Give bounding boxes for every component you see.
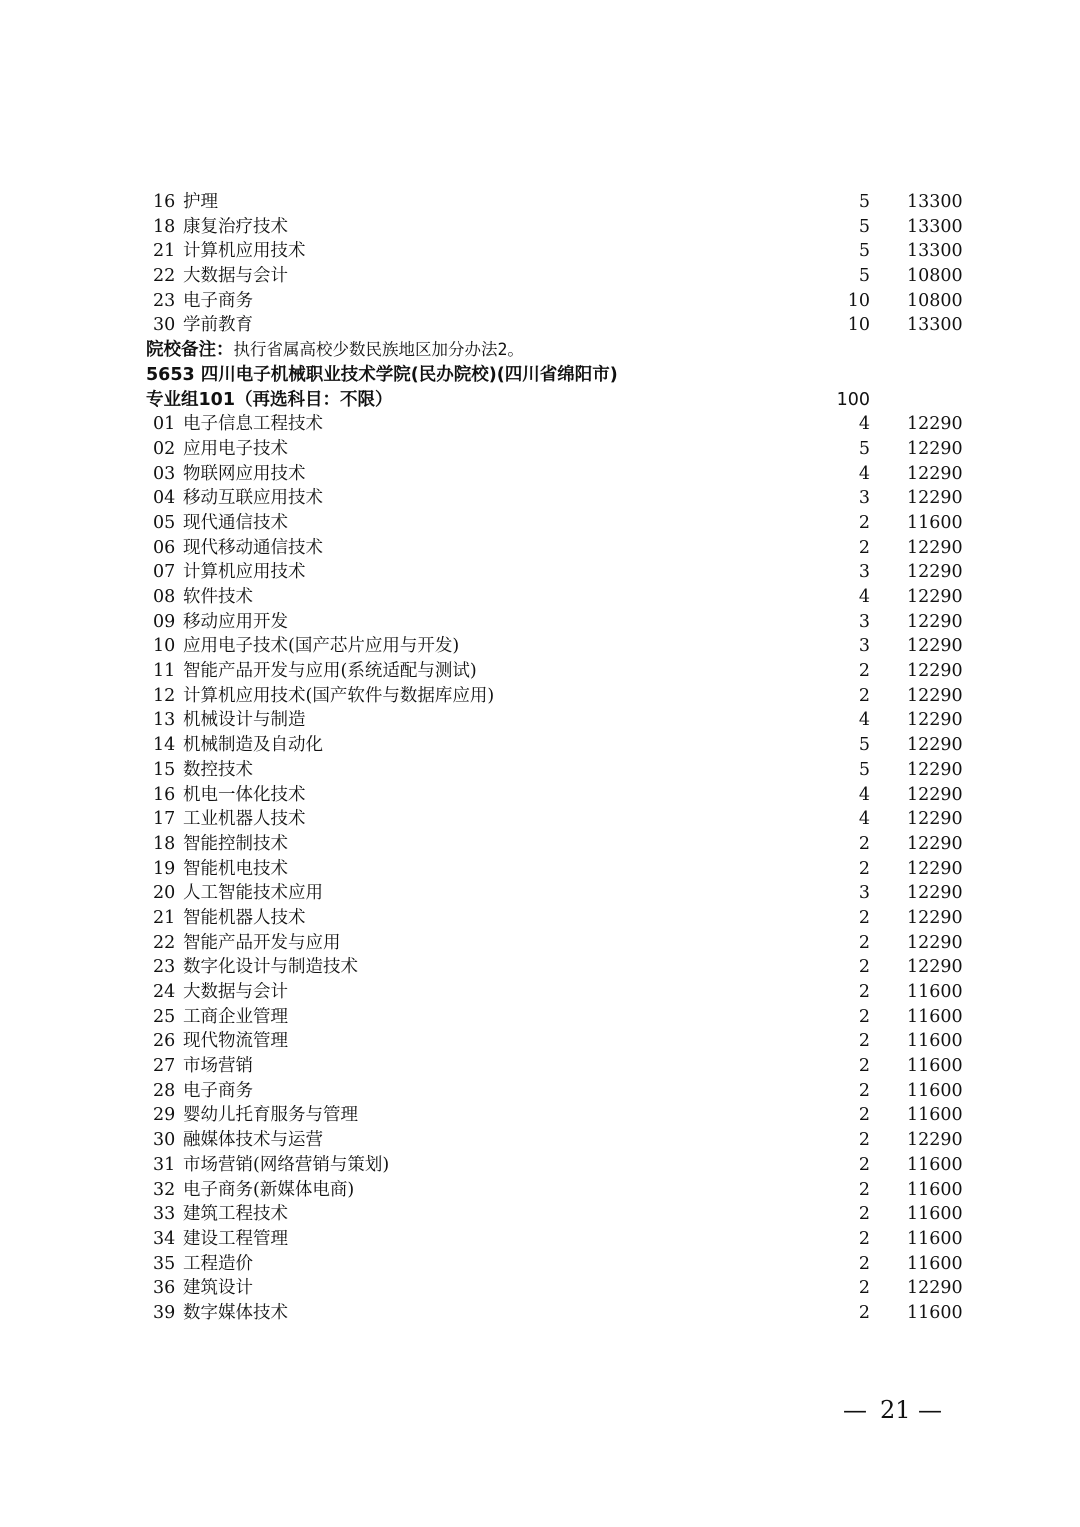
program-fee: 11600 (907, 1204, 963, 1225)
program-fee: 12290 (907, 932, 963, 953)
program-name: 市场营销 (183, 1056, 253, 1077)
program-row (0, 1029, 1080, 1054)
program-code: 25 (153, 1006, 176, 1027)
program-name: 智能机电技术 (183, 858, 288, 879)
program-list (0, 412, 1080, 1325)
program-code: 18 (153, 216, 176, 237)
program-count: 2 (858, 858, 870, 879)
program-fee: 13300 (907, 315, 963, 336)
program-count: 2 (858, 537, 870, 558)
program-fee: 12290 (907, 883, 963, 904)
program-name: 建设工程管理 (183, 1228, 288, 1249)
page-dash-right: — (918, 1396, 942, 1424)
program-fee: 11600 (907, 1154, 963, 1175)
program-count: 2 (858, 1179, 870, 1200)
program-code: 34 (153, 1228, 176, 1249)
program-name: 工程造价 (183, 1253, 253, 1274)
program-name: 婴幼儿托育服务与管理 (183, 1105, 358, 1126)
program-fee: 12290 (907, 685, 963, 706)
program-count: 10 (847, 290, 870, 311)
program-fee: 12290 (907, 636, 963, 657)
program-fee: 13300 (907, 216, 963, 237)
program-fee: 11600 (907, 1105, 963, 1126)
school-note (0, 338, 1080, 363)
program-row (0, 980, 1080, 1005)
program-name: 市场营销(网络营销与策划) (183, 1154, 390, 1175)
program-row (0, 708, 1080, 733)
program-code: 30 (153, 315, 176, 336)
program-name: 工业机器人技术 (183, 809, 306, 830)
program-fee: 12290 (907, 414, 963, 435)
program-count: 4 (858, 463, 870, 484)
program-row (0, 1178, 1080, 1203)
program-row (0, 758, 1080, 783)
program-fee: 12290 (907, 463, 963, 484)
program-row (0, 1153, 1080, 1178)
program-row (0, 807, 1080, 832)
program-count: 3 (858, 883, 870, 904)
program-fee: 11600 (907, 1031, 963, 1052)
program-row (0, 1103, 1080, 1128)
program-name: 智能控制技术 (183, 833, 288, 854)
program-name: 护理 (183, 192, 218, 212)
program-count: 2 (858, 1154, 870, 1175)
program-code: 13 (153, 710, 176, 731)
program-name: 物联网应用技术 (183, 463, 306, 484)
program-name: 应用电子技术 (183, 438, 288, 459)
program-count: 4 (858, 587, 870, 607)
program-count: 2 (858, 1031, 870, 1052)
program-code: 22 (153, 266, 176, 287)
program-name: 数控技术 (183, 759, 253, 780)
program-row (0, 783, 1080, 808)
program-row (0, 486, 1080, 511)
program-row (0, 1202, 1080, 1227)
program-code: 03 (153, 463, 176, 484)
program-code: 06 (153, 537, 176, 558)
program-code: 09 (153, 611, 176, 632)
program-count: 2 (858, 1278, 870, 1299)
program-name: 电子商务 (183, 290, 253, 311)
program-code: 36 (153, 1278, 176, 1299)
program-fee: 12290 (907, 710, 963, 731)
program-code: 26 (153, 1031, 176, 1052)
program-code: 23 (153, 957, 176, 978)
program-fee: 12290 (907, 587, 963, 607)
program-name: 电子商务 (183, 1080, 253, 1101)
program-name: 机电一体化技术 (183, 784, 306, 805)
program-count: 2 (858, 1080, 870, 1101)
program-fee: 12290 (907, 488, 963, 509)
program-row (0, 659, 1080, 684)
program-count: 3 (858, 562, 870, 583)
program-row (0, 881, 1080, 906)
program-fee: 12290 (907, 1278, 963, 1299)
program-row (0, 832, 1080, 857)
program-code: 01 (153, 414, 176, 435)
program-fee: 11600 (907, 1253, 963, 1274)
program-count: 2 (858, 957, 870, 978)
program-row (0, 733, 1080, 758)
program-code: 33 (153, 1204, 176, 1225)
program-count: 5 (858, 735, 870, 756)
program-count: 2 (858, 907, 870, 928)
program-fee: 11600 (907, 1006, 963, 1027)
program-row (0, 1054, 1080, 1079)
program-name: 建筑设计 (183, 1278, 253, 1299)
program-name: 智能产品开发与应用(系统适配与测试) (183, 661, 477, 682)
program-row (0, 634, 1080, 659)
note-text: 执行省属高校少数民族地区加分办法2。 (233, 340, 524, 360)
program-name: 现代通信技术 (183, 512, 288, 533)
program-fee: 12290 (907, 784, 963, 805)
program-fee: 12290 (907, 661, 963, 682)
program-row (0, 684, 1080, 709)
program-code: 19 (153, 858, 176, 879)
program-fee: 11600 (907, 1228, 963, 1249)
group-header (0, 388, 1080, 413)
program-count: 2 (858, 982, 870, 1002)
program-code: 10 (153, 636, 176, 657)
program-code: 16 (153, 192, 176, 212)
program-code: 32 (153, 1179, 176, 1200)
group-count: 100 (836, 389, 870, 410)
program-code: 28 (153, 1080, 176, 1101)
program-row (0, 462, 1080, 487)
program-name: 人工智能技术应用 (183, 883, 323, 904)
program-row (0, 264, 1080, 289)
program-count: 5 (858, 759, 870, 780)
program-row (0, 906, 1080, 931)
program-row (0, 1079, 1080, 1104)
program-count: 2 (858, 1228, 870, 1249)
program-name: 智能机器人技术 (183, 907, 306, 928)
program-code: 04 (153, 488, 176, 509)
program-row (0, 289, 1080, 314)
program-code: 05 (153, 512, 176, 533)
program-code: 20 (153, 883, 176, 904)
program-count: 2 (858, 1056, 870, 1077)
program-count: 2 (858, 1204, 870, 1225)
program-name: 康复治疗技术 (183, 216, 288, 237)
program-count: 2 (858, 1130, 870, 1151)
program-fee: 12290 (907, 611, 963, 632)
program-count: 2 (858, 932, 870, 953)
program-fee: 12290 (907, 957, 963, 978)
program-fee: 11600 (907, 1302, 963, 1323)
program-code: 35 (153, 1253, 176, 1274)
program-code: 17 (153, 809, 176, 830)
program-code: 21 (153, 907, 176, 928)
program-count: 5 (858, 216, 870, 237)
program-code: 14 (153, 735, 176, 756)
program-fee: 11600 (907, 1080, 963, 1101)
program-code: 27 (153, 1056, 176, 1077)
program-count: 5 (858, 241, 870, 262)
program-row (0, 610, 1080, 635)
program-fee: 12290 (907, 735, 963, 756)
program-code: 08 (153, 587, 176, 607)
program-count: 3 (858, 611, 870, 632)
program-code: 18 (153, 833, 176, 854)
note-label: 院校备注： (146, 340, 234, 361)
program-name: 电子商务(新媒体电商) (183, 1179, 355, 1200)
program-name: 机械设计与制造 (183, 710, 306, 731)
program-name: 数字化设计与制造技术 (183, 957, 358, 978)
program-name: 学前教育 (183, 315, 253, 336)
program-count: 5 (858, 266, 870, 287)
program-name: 现代移动通信技术 (183, 537, 323, 558)
program-count: 4 (858, 809, 870, 830)
program-code: 30 (153, 1130, 176, 1151)
group-title: 专业组101（再选科目：不限） (146, 389, 393, 410)
program-name: 工商企业管理 (183, 1006, 288, 1027)
program-name: 应用电子技术(国产芯片应用与开发) (183, 636, 460, 657)
school-header (0, 363, 1080, 388)
program-fee: 12290 (907, 438, 963, 459)
program-row (0, 931, 1080, 956)
program-row (0, 1227, 1080, 1252)
program-count: 2 (858, 833, 870, 854)
program-count: 2 (858, 1006, 870, 1027)
program-code: 24 (153, 982, 176, 1002)
program-row (0, 1276, 1080, 1301)
page-dash-left: — (843, 1396, 867, 1424)
program-name: 计算机应用技术 (183, 562, 306, 583)
program-row (0, 536, 1080, 561)
program-name: 大数据与会计 (183, 266, 288, 287)
program-fee: 12290 (907, 1130, 963, 1151)
program-count: 3 (858, 636, 870, 657)
top-program-list (0, 190, 1080, 338)
program-fee: 11600 (907, 982, 963, 1002)
program-code: 07 (153, 562, 176, 583)
program-row (0, 239, 1080, 264)
program-name: 电子信息工程技术 (183, 414, 323, 435)
program-row (0, 190, 1080, 215)
program-code: 12 (153, 685, 176, 706)
program-fee: 12290 (907, 562, 963, 583)
program-row (0, 511, 1080, 536)
program-fee: 12290 (907, 833, 963, 854)
program-fee: 10800 (907, 266, 963, 287)
program-name: 软件技术 (183, 587, 253, 607)
program-name: 机械制造及自动化 (183, 735, 323, 756)
program-code: 39 (153, 1302, 176, 1323)
program-name: 数字媒体技术 (183, 1302, 288, 1323)
program-code: 21 (153, 241, 176, 262)
program-row (0, 412, 1080, 437)
program-row (0, 437, 1080, 462)
program-count: 4 (858, 784, 870, 805)
program-count: 5 (858, 438, 870, 459)
program-name: 移动应用开发 (183, 611, 288, 632)
school-title: 5653 四川电子机械职业技术学院(民办院校)(四川省绵阳市) (146, 364, 618, 385)
program-name: 建筑工程技术 (183, 1204, 288, 1225)
program-count: 2 (858, 1253, 870, 1274)
program-code: 02 (153, 438, 176, 459)
program-row (0, 313, 1080, 338)
program-fee: 12290 (907, 809, 963, 830)
program-code: 29 (153, 1105, 176, 1126)
program-code: 16 (153, 784, 176, 805)
program-row (0, 955, 1080, 980)
program-row (0, 1005, 1080, 1030)
program-name: 大数据与会计 (183, 982, 288, 1002)
program-row (0, 857, 1080, 882)
program-count: 2 (858, 512, 870, 533)
program-row (0, 1301, 1080, 1326)
program-code: 31 (153, 1154, 176, 1175)
program-count: 2 (858, 685, 870, 706)
program-code: 23 (153, 290, 176, 311)
program-count: 3 (858, 488, 870, 509)
program-row (0, 215, 1080, 240)
program-code: 15 (153, 759, 176, 780)
program-count: 10 (847, 315, 870, 336)
program-count: 2 (858, 1302, 870, 1323)
program-name: 移动互联应用技术 (183, 488, 323, 509)
program-fee: 13300 (907, 241, 963, 262)
program-count: 4 (858, 710, 870, 731)
program-name: 计算机应用技术 (183, 241, 306, 262)
program-fee: 11600 (907, 1179, 963, 1200)
program-count: 5 (858, 192, 870, 212)
program-code: 11 (153, 661, 176, 682)
page-number: 21 (880, 1396, 911, 1424)
program-count: 2 (858, 1105, 870, 1126)
program-count: 4 (858, 414, 870, 435)
program-fee: 11600 (907, 512, 963, 533)
program-row (0, 1128, 1080, 1153)
program-fee: 12290 (907, 858, 963, 879)
program-fee: 13300 (907, 192, 963, 212)
program-name: 融媒体技术与运营 (183, 1130, 323, 1151)
program-fee: 10800 (907, 290, 963, 311)
program-fee: 11600 (907, 1056, 963, 1077)
program-fee: 12290 (907, 759, 963, 780)
program-code: 22 (153, 932, 176, 953)
program-row (0, 1252, 1080, 1277)
program-name: 现代物流管理 (183, 1031, 288, 1052)
program-row (0, 560, 1080, 585)
program-fee: 12290 (907, 537, 963, 558)
document-body (0, 190, 1080, 1326)
program-name: 智能产品开发与应用 (183, 932, 341, 953)
program-name: 计算机应用技术(国产软件与数据库应用) (183, 685, 495, 706)
program-row (0, 585, 1080, 610)
program-count: 2 (858, 661, 870, 682)
program-fee: 12290 (907, 907, 963, 928)
